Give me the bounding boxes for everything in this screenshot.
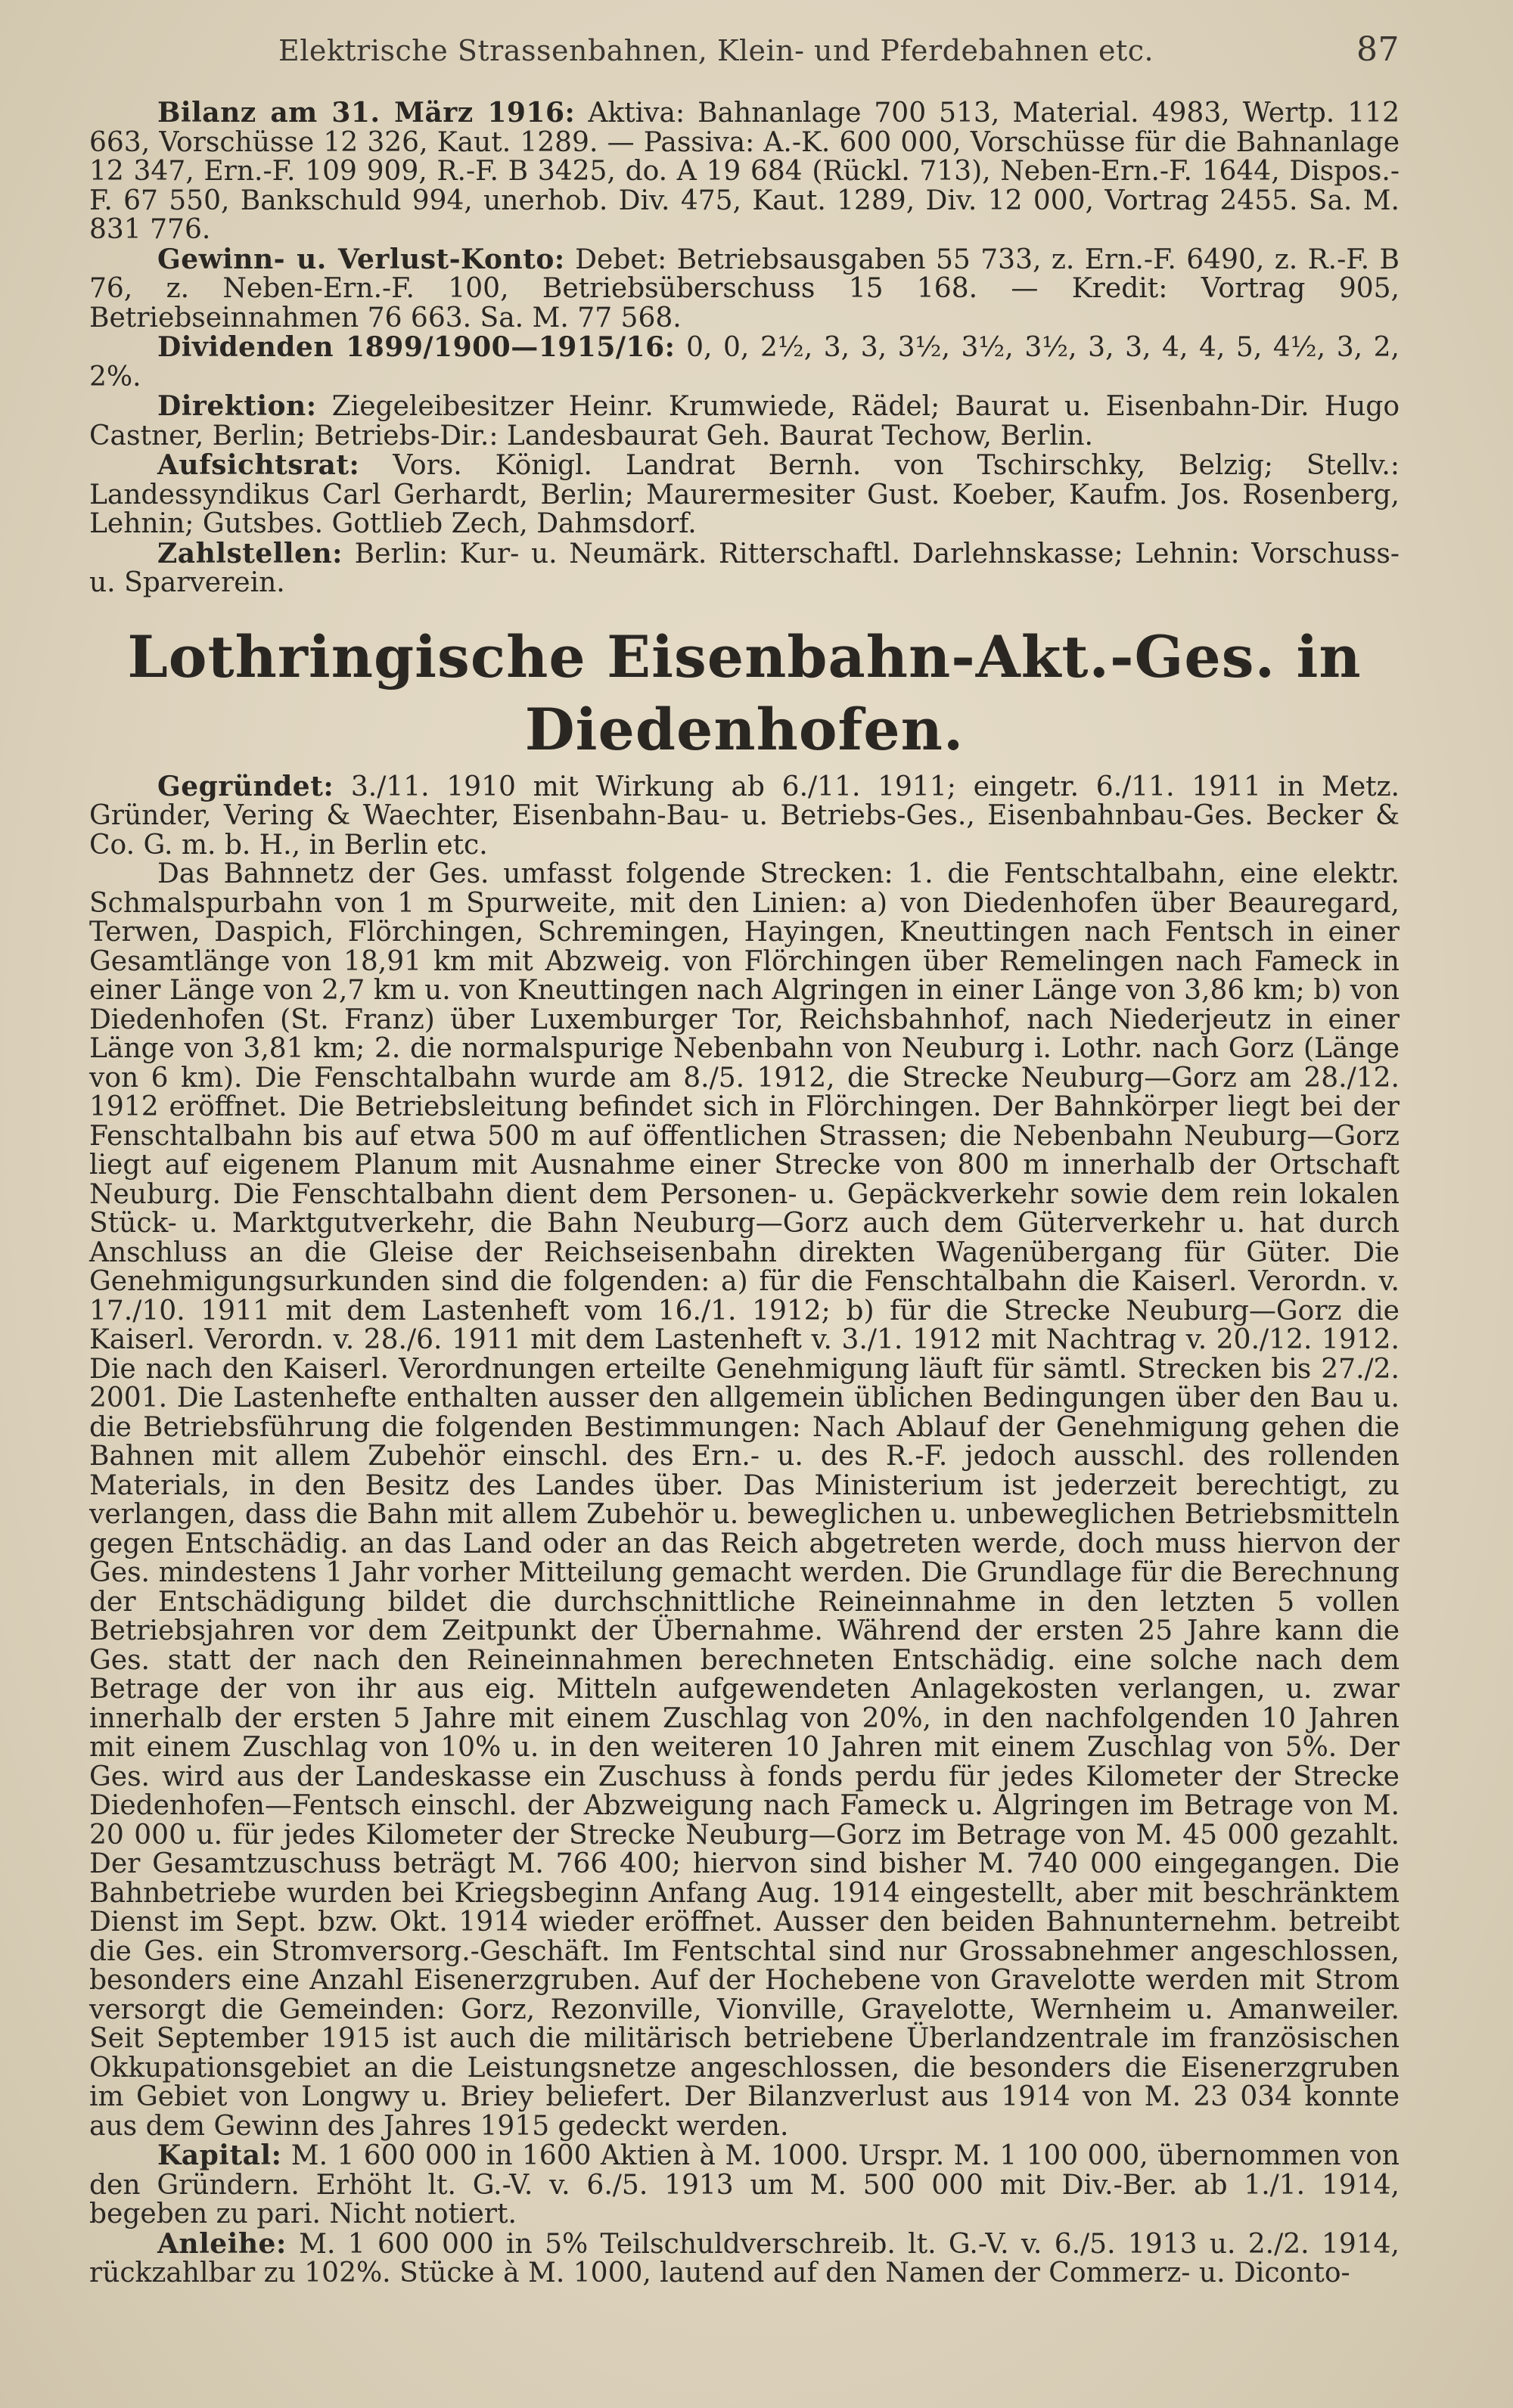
running-header (36, 30, 1400, 98)
direktion-label: Direktion: (157, 390, 317, 422)
kapital-text: M. 1 600 000 in 1600 Aktien à M. 1000. Urspr. M. 1 100 000, übernommen von den Gründern. Erhöht lt. G.-V. v. 6./5. 1913 um M. 500 000 mit Div.-Ber. ab 1./1. 1914, begeben zu pari. Nicht notiert. (89, 2140, 1400, 2230)
bilanz-paragraph (89, 98, 1400, 245)
gegruendet-paragraph (89, 772, 1400, 861)
gegruendet-text: 3./11. 1910 mit Wirkung ab 6./11. 1911; eingetr. 6./11. 1911 in Metz. Gründer, Vering & Waechter, Eisenbahn-Bau- u. Betriebs-Ges., Eisenbahnbau-Ges. Becker & Co. G. m. b. H., in Berlin etc. (89, 771, 1400, 861)
company-section (36, 772, 1400, 2289)
gewinn-text: Debet: Betriebsausgaben 55 733, z. Ern.-F. 6490, z. R.-F. B 76, z. Neben-Ern.-F. 100, Betriebsüberschuss 15 168. — Kredit: Vortrag 905, Betriebseinnahmen 76 663. Sa. M. 77 568. (89, 244, 1400, 334)
anleihe-text: M. 1 600 000 in 5% Teilschuldverschreib. lt. G.-V. v. 6./5. 1913 u. 2./2. 1914, rückzahlbar zu 102%. Stücke à M. 1000, lautend auf den Namen der Commerz- u. Diconto- (89, 2228, 1400, 2289)
anleihe-label: Anleihe: (157, 2227, 287, 2260)
gewinn-paragraph (89, 245, 1400, 334)
running-title: Elektrische Strassenbahnen, Klein- und Pferdebahnen etc. (278, 34, 1154, 67)
kapital-label: Kapital: (157, 2140, 282, 2171)
gegruendet-label: Gegründet: (157, 770, 334, 802)
kapital-paragraph (89, 2141, 1400, 2230)
gewinn-label: Gewinn- u. Verlust-Konto: (157, 243, 565, 275)
direktion-paragraph (89, 392, 1400, 451)
company-title: Lothringische Eisenbahn-Akt.-Ges. in Diedenhofen. (127, 622, 1362, 763)
aufsichtsrat-label: Aufsichtsrat: (157, 449, 360, 481)
direktion-text: Ziegeleibesitzer Heinr. Krumwiede, Rädel; Baurat u. Eisenbahn-Dir. Hugo Castner, Berlin; Betriebs-Dir.: Landesbaurat Geh. Baurat Techow, Berlin. (89, 391, 1400, 452)
dividenden-label: Dividenden 1899/1900—1915/16: (157, 331, 676, 363)
dividenden-paragraph (89, 333, 1400, 392)
dividenden-text: 0, 0, 2½, 3, 3, 3½, 3½, 3½, 3, 3, 4, 4, 5, 4½, 3, 2, 2%. (89, 332, 1400, 393)
previous-company-section (36, 98, 1400, 598)
body-paragraph: Das Bahnnetz der Ges. umfasst folgende Strecken: 1. die Fentschtalbahn, eine elektr. Schmalspurbahn von 1 m Spurweite, mit den Linien: a) von Diedenhofen über Beauregard, Terwen, Daspich, Flörchingen, Schremingen, Hayingen, Kneuttingen nach Fentsch in einer Gesamtlänge von 18,91 km mit Abzweig. von Flörchingen über Remelingen nach Fameck in einer Länge von 2,7 km u. von Kneuttingen nach Algringen in einer Länge von 3,86 km; b) von Diedenhofen (St. Franz) über Luxemburger Tor, Reichsbahnhof, nach Niederjeutz in einer Länge von 3,81 km; 2. die normalspurige Nebenbahn von Neuburg i. Lothr. nach Gorz (Länge von 6 km). Die Fenschtalbahn wurde am 8./5. 1912, die Strecke Neuburg—Gorz am 28./12. 1912 eröffnet. Die Betriebsleitung befindet sich in Flörchingen. Der Bahnkörper liegt bei der Fenschtalbahn bis auf etwa 500 m auf öffentlichen Strassen; die Nebenbahn Neuburg—Gorz liegt auf eigenem Planum mit Ausnahme einer Strecke von 800 m innerhalb der Ortschaft Neuburg. Die Fenschtalbahn dient dem Personen- u. Gepäckverkehr sowie dem rein lokalen Stück- u. Marktgutverkehr, die Bahn Neuburg—Gorz auch dem Güterverkehr u. hat durch Anschluss an die Gleise der Reichseisenbahn direkten Wagenübergang für Güter. Die Genehmigungsurkunden sind die folgenden: a) für die Fenschtalbahn die Kaiserl. Verordn. v. 17./10. 1911 mit dem Lastenheft vom 16./1. 1912; b) für die Strecke Neuburg—Gorz die Kaiserl. Verordn. v. 28./6. 1911 mit dem Lastenheft v. 3./1. 1912 mit Nachtrag v. 20./12. 1912. Die nach den Kaiserl. Verordnungen erteilte Genehmigung läuft für sämtl. Strecken bis 27./2. 2001. Die Lastenhefte enthalten ausser den allgemein üblichen Bedingungen über den Bau u. die Betriebsführung die folgenden Bestimmungen: Nach Ablauf der Genehmigung gehen die Bahnen mit allem Zubehör einschl. des Ern.- u. des R.-F. jedoch ausschl. des rollenden Materials, in den Besitz des Landes über. Das Ministerium ist jederzeit berechtigt, zu verlangen, dass die Bahn mit allem Zubehör u. beweglichen u. unbeweglichen Betriebsmitteln gegen Entschädig. an das Land oder an das Reich abgetreten werde, doch muss hiervon der Ges. mindestens 1 Jahr vorher Mitteilung gemacht werden. Die Grundlage für die Berechnung der Entschädigung bildet die durchschnittliche Reineinnahme in den letzten 5 vollen Betriebsjahren vor dem Zeitpunkt der Übernahme. Während der ersten 25 Jahre kann die Ges. statt der nach den Reineinnahmen berechneten Entschädig. eine solche nach dem Betrage der von ihr aus eig. Mitteln aufgewendeten Anlagekosten verlangen, u. zwar innerhalb der ersten 5 Jahre mit einem Zuschlag von 20%, in den nachfolgenden 10 Jahren mit einem Zuschlag von 10% u. in den weiteren 10 Jahren mit einem Zuschlag von 5%. Der Ges. wird aus der Landeskasse ein Zuschuss à fonds perdu für jedes Kilometer der Strecke Diedenhofen—Fentsch einschl. der Abzweigung nach Fameck u. Algringen im Betrage von M. 20 000 u. für jedes Kilometer der Strecke Neuburg—Gorz im Betrage von M. 45 000 gezahlt. Der Gesamtzuschuss beträgt M. 766 400; hiervon sind bisher M. 740 000 eingegangen. Die Bahnbetriebe wurden bei Kriegsbeginn Anfang Aug. 1914 eingestellt, aber mit beschränktem Dienst im Sept. bzw. Okt. 1914 wieder eröffnet. Ausser den beiden Bahnunternehm. betreibt die Ges. ein Stromversorg.-Geschäft. Im Fentschtal sind nur Grossabnehmer angeschlossen, besonders eine Anzahl Eisenerzgruben. Auf der Hochebene von Gravelotte werden mit Strom versorgt die Gemeinden: Gorz, Rezonville, Vionville, Gravelotte, Wernheim u. Amanweiler. Seit September 1915 ist auch die militärisch betriebene Überlandzentrale im französischen Okkupationsgebiet an die Leistungsnetze angeschlossen, die besonders die Eisenerzgruben im Gebiet von Longwy u. Briey beliefert. Der Bilanzverlust aus 1914 von M. 23 034 konnte aus dem Gewinn des Jahres 1915 gedeckt werden. (89, 858, 1400, 2142)
zahlstellen-paragraph (89, 539, 1400, 598)
aufsichtsrat-paragraph (89, 451, 1400, 539)
page-number: 87 (1356, 30, 1400, 69)
bilanz-label: Bilanz am 31. März 1916: (157, 97, 576, 129)
anleihe-paragraph (89, 2227, 1400, 2289)
bilanz-text: Aktiva: Bahnanlage 700 513, Material. 4983, Wertp. 112 663, Vorschüsse 12 326, Kaut. 1289. — Passiva: A.-K. 600 000, Vorschüsse für die Bahnanlage 12 347, Ern.-F. 109 909, R.-F. B 3425, do. A 19 684 (Rückl. 713), Neben-Ern.-F. 1644, Dispos.-F. 67 550, Bankschuld 994, unerhob. Div. 475, Kaut. 1289, Div. 12 000, Vortrag 2455. Sa. M. 831 776. (89, 98, 1400, 245)
zahlstellen-label: Zahlstellen: (157, 537, 343, 569)
zahlstellen-text: Berlin: Kur- u. Neumärk. Ritterschaftl. Darlehnskasse; Lehnin: Vorschuss-u. Sparverein. (89, 538, 1400, 598)
aufsichtsrat-text: Vors. Königl. Landrat Bernh. von Tschirschky, Belzig; Stellv.: Landessyndikus Carl Gerhardt, Berlin; Maurermesiter Gust. Koeber, Kaufm. Jos. Rosenberg, Lehnin; Gutsbes. Gottlieb Zech, Dahmsdorf. (89, 450, 1400, 539)
